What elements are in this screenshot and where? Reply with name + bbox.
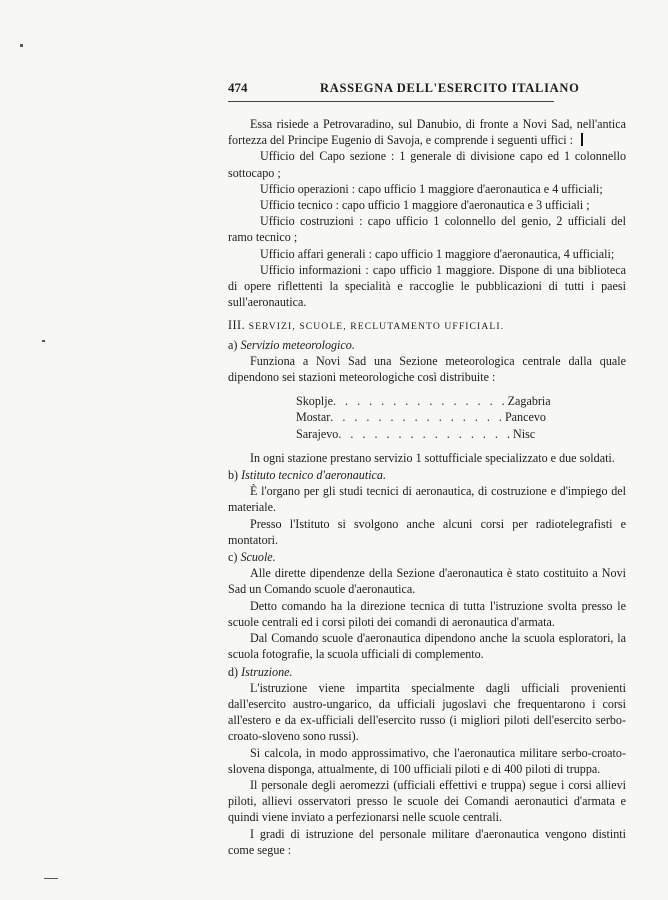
paragraph: Ufficio del Capo sezione : 1 generale di divisione capo ed 1 colonnello sottocapo ; (228, 149, 626, 180)
paragraph: Si calcola, in modo approssimativo, che l'aeronautica militare serbo-croato-slovena disponga, attualmente, di 100 ufficiali piloti e di 400 piloti di truppa. (228, 745, 626, 776)
paragraph: Funziona a Novi Sad una Sezione meteorologica centrale dalla quale dipendono sei stazioni meteorologiche così distribuite : (228, 353, 626, 385)
subsection-heading: c) Scuole. (228, 550, 276, 565)
paragraph: Ufficio costruzioni : capo ufficio 1 colonnello del genio, 2 ufficiali del ramo tecnico ; (228, 214, 626, 245)
margin-mark (581, 133, 583, 146)
paragraph: Il personale degli aeromezzi (ufficiali effettivi e truppa) segue i corsi allievi piloti, allievi osservatori presso le scuole dei Comandi aeronautici d'armata e quindi viene inviato a perfezionarsi nelle scuole centrali. (228, 777, 626, 825)
running-title: RASSEGNA DELL'ESERCITO ITALIANO (320, 81, 580, 95)
paragraph: Ufficio tecnico : capo ufficio 1 maggiore d'aeronautica e 3 ufficiali ; (260, 198, 590, 213)
scan-speck (20, 44, 23, 47)
section-title: SERVIZI, SCUOLE, RECLUTAMENTO UFFICIALI. (248, 321, 505, 333)
stations-list (296, 393, 551, 442)
body-text (228, 116, 626, 858)
paragraph: Ufficio informazioni : capo ufficio 1 maggiore. Dispone di una biblioteca di opere riflettenti la specialità e raccoglie le pubblicazioni di tutti i paesi sull'aeronautica. (228, 262, 626, 310)
list-item: Sarajevo . . . . . . . . . . . . . . . Nisc (296, 426, 536, 441)
paragraph: Detto comando ha la direzione tecnica di tutta l'istruzione svolta presso le scuole centrali ed i corsi piloti dei comandi di aeronautica d'armata. (228, 598, 626, 629)
paragraph: Dal Comando scuole d'aeronautica dipendono anche la scuola esploratori, la scuola fotografie, la scuola ufficiali di complemento. (228, 631, 626, 662)
subsection-heading: d) Istruzione. (228, 664, 293, 679)
header-rule (228, 101, 554, 102)
section-numeral: III. (228, 318, 246, 333)
scan-speck (42, 340, 45, 342)
paragraph: Alle dirette dipendenze della Sezione d'aeronautica è stato costituito a Novi Sad un Comando scuole d'aeronautica. (228, 566, 626, 597)
list-item: Skoplje . . . . . . . . . . . . . . . Zagabria (296, 394, 551, 409)
page-number: 474 (228, 80, 248, 95)
paragraph: Ufficio operazioni : capo ufficio 1 maggiore d'aeronautica e 4 ufficiali; (260, 181, 603, 196)
subsection-heading: b) Istituto tecnico d'aeronautica. (228, 468, 386, 483)
subsection-heading: a) Servizio meteorologico. (228, 337, 355, 352)
paragraph: Presso l'Istituto si svolgono anche alcuni corsi per radiotelegrafisti e montatori. (228, 516, 626, 547)
paragraph: È l'organo per gli studi tecnici di aeronautica, di costruzione e d'impiego del materiale. (228, 484, 626, 515)
list-item: Mostar . . . . . . . . . . . . . . . Pancevo (296, 410, 546, 425)
scan-speck (44, 878, 58, 879)
paragraph: L'istruzione viene impartita specialmente dagli ufficiali provenienti dall'esercito austro-ungarico, da ufficiali jugoslavi che frequentarono i corsi all'estero e da ex-ufficiali dell'esercito russo (i migliori piloti dell'esercito serbo-croato-sloveno sono russi). (228, 680, 626, 744)
paragraph: Ufficio affari generali : capo ufficio 1 maggiore d'aeronautica, 4 ufficiali; (260, 246, 615, 261)
paragraph: Essa risiede a Petrovaradino, sul Danubio, di fronte a Novi Sad, nell'antica fortezza del Principe Eugenio di Savoja, e comprende i seguenti uffici : (228, 117, 626, 148)
paragraph: I gradi di istruzione del personale militare d'aeronautica vengono distinti come segue : (228, 826, 626, 857)
paragraph: In ogni stazione prestano servizio 1 sottufficiale specializzato e due soldati. (250, 450, 615, 465)
section-heading (228, 317, 626, 335)
